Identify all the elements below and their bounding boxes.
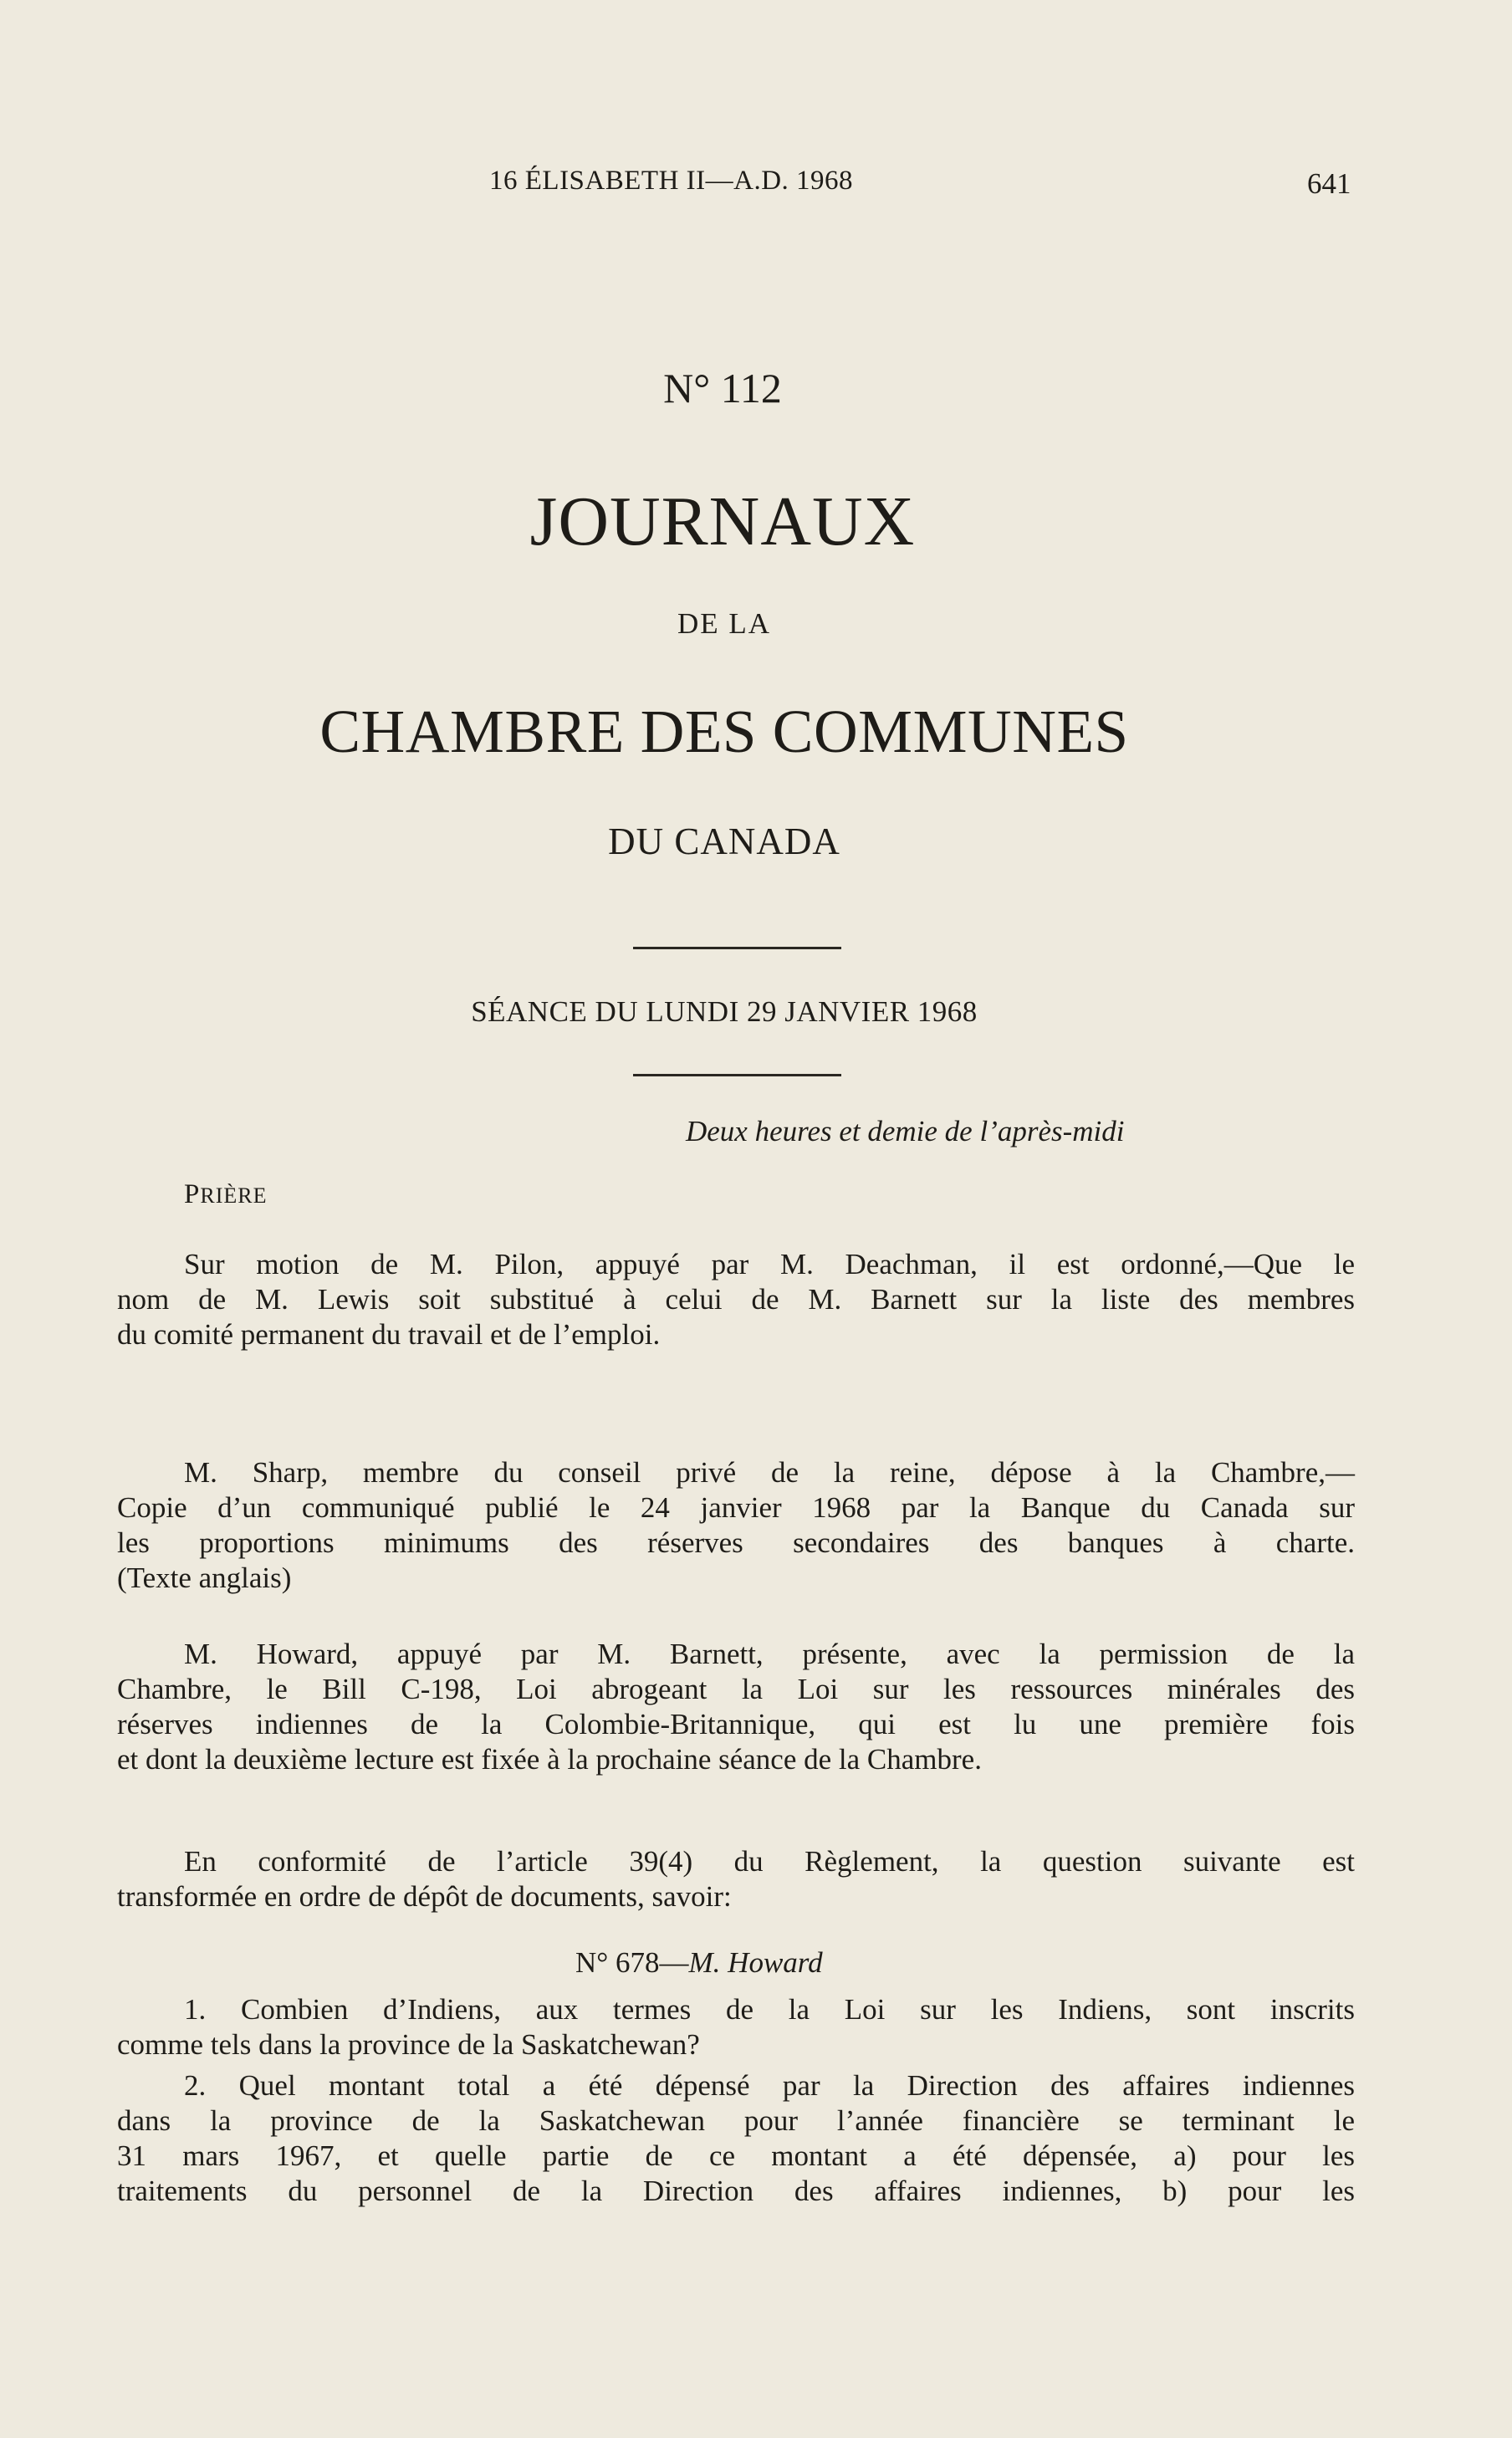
chamber-name: CHAMBRE DES COMMUNES bbox=[319, 698, 1129, 765]
paragraph-line: traitements du personnel de la Direction des affaires indiennes, b) pour les bbox=[117, 2175, 1355, 2207]
running-head: 16 ÉLISABETH II—A.D. 1968 bbox=[489, 166, 854, 196]
paragraph-line: transformée en ordre de dépôt de documents, savoir: bbox=[117, 1880, 732, 1913]
sitting-title: SÉANCE DU LUNDI 29 JANVIER 1968 bbox=[471, 995, 978, 1028]
paragraph-line: les proportions minimums des réserves secondaires des banques à charte. bbox=[117, 1526, 1355, 1559]
journal-title: JOURNAUX bbox=[529, 483, 916, 560]
paragraph-line: M. Howard, appuyé par M. Barnett, présente, avec la permission de la bbox=[184, 1638, 1355, 1670]
paragraph-line: Sur motion de M. Pilon, appuyé par M. Deachman, il est ordonné,—Que le bbox=[184, 1248, 1355, 1280]
paragraph-howard-bill bbox=[117, 1637, 1355, 1777]
priere-initial: P bbox=[184, 1179, 201, 1209]
issue-number: N° 112 bbox=[663, 365, 782, 411]
divider-rule-bottom bbox=[633, 1074, 841, 1076]
paragraph-line: comme tels dans la province de la Saskatchewan? bbox=[117, 2028, 700, 2061]
paragraph-line: nom de M. Lewis soit substitué à celui de M. Barnett sur la liste des membres bbox=[117, 1283, 1355, 1316]
paragraph-line: et dont la deuxième lecture est fixée à la prochaine séance de la Chambre. bbox=[117, 1743, 982, 1776]
question-item-2 bbox=[117, 2068, 1355, 2209]
paragraph-line: 31 mars 1967, et quelle partie de ce montant a été dépensée, a) pour les bbox=[117, 2139, 1355, 2172]
priere-rest: RIÈRE bbox=[200, 1183, 268, 1208]
question-heading bbox=[575, 1946, 823, 1980]
paragraph-line: En conformité de l’article 39(4) du Règlement, la question suivante est bbox=[184, 1845, 1355, 1878]
priere-heading bbox=[184, 1179, 267, 1210]
paragraph-pilon-motion bbox=[117, 1247, 1355, 1352]
paragraph-line: 2. Quel montant total a été dépensé par la Direction des affaires indiennes bbox=[184, 2069, 1355, 2102]
title-du-canada: DU CANADA bbox=[608, 820, 840, 862]
sitting-time: Deux heures et demie de l’après-midi bbox=[686, 1115, 1125, 1147]
page-number: 641 bbox=[1307, 167, 1351, 200]
paragraph-line: 1. Combien d’Indiens, aux termes de la Loi sur les Indiens, sont inscrits bbox=[184, 1993, 1355, 2026]
question-member: M. Howard bbox=[688, 1946, 823, 1979]
title-de-la: DE LA bbox=[677, 607, 772, 640]
paragraph-line: réserves indiennes de la Colombie-Britannique, qui est lu une première fois bbox=[117, 1708, 1355, 1740]
paragraph-line: (Texte anglais) bbox=[117, 1561, 292, 1594]
question-number: N° 678— bbox=[575, 1946, 689, 1979]
paragraph-line: Copie d’un communiqué publié le 24 janvier 1968 par la Banque du Canada sur bbox=[117, 1491, 1355, 1524]
paragraph-line: M. Sharp, membre du conseil privé de la reine, dépose à la Chambre,— bbox=[184, 1456, 1355, 1489]
question-item-1 bbox=[117, 1992, 1355, 2062]
paragraph-line: Chambre, le Bill C-198, Loi abrogeant la Loi sur les ressources minérales des bbox=[117, 1673, 1355, 1705]
paragraph-line: dans la province de la Saskatchewan pour l’année financière se terminant le bbox=[117, 2104, 1355, 2137]
divider-rule-top bbox=[633, 947, 841, 949]
paragraph-line: du comité permanent du travail et de l’emploi. bbox=[117, 1318, 661, 1351]
paragraph-article-39 bbox=[117, 1844, 1355, 1914]
paragraph-sharp-document bbox=[117, 1455, 1355, 1596]
